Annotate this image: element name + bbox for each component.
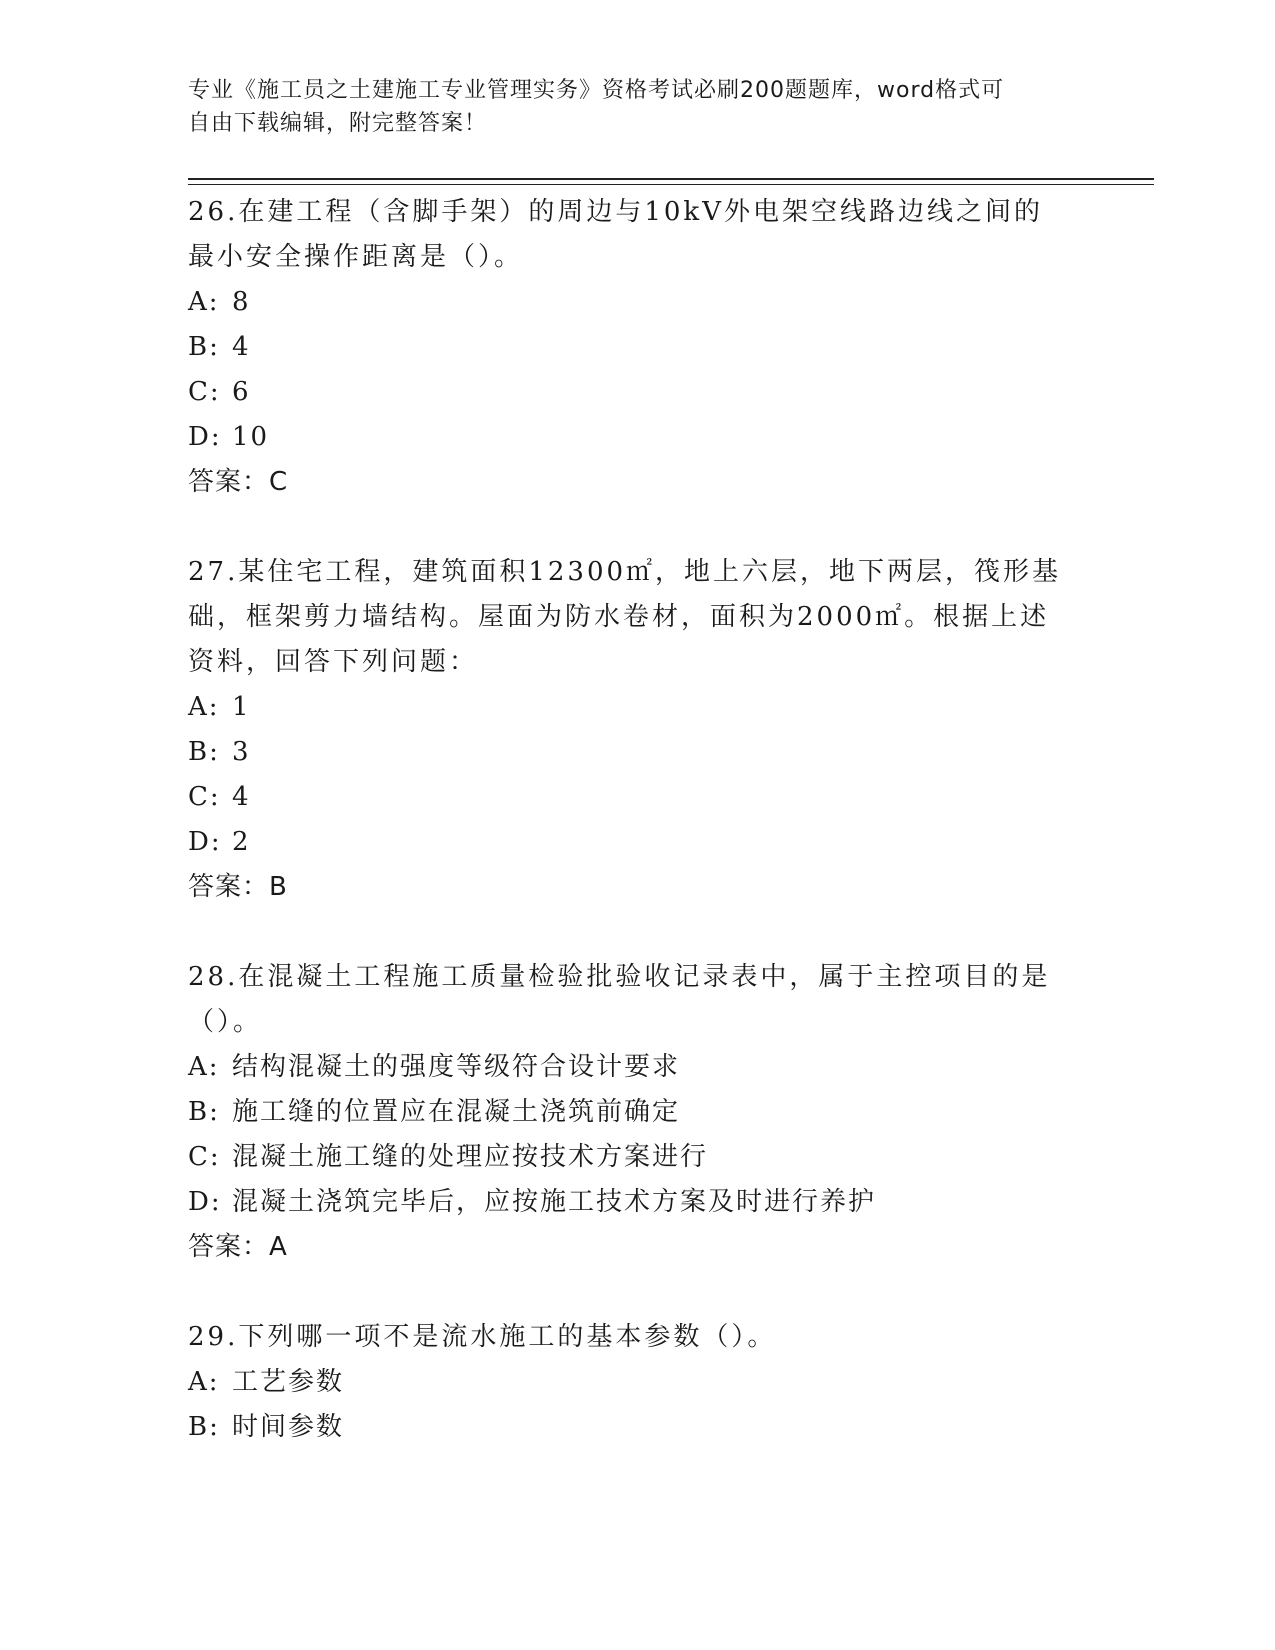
option-value: 3 [232,737,251,767]
option-value: 混凝土施工缝的处理应按技术方案进行 [232,1142,709,1172]
option-key: B: [188,737,220,767]
option-value: 1 [232,692,251,722]
option-value: 工艺参数 [232,1367,345,1397]
option-key: C: [188,782,221,812]
question-text: 27.某住宅工程，建筑面积12300㎡，地上六层，地下两层，筏形基础，框架剪力墙结构。屋面为防水卷材，面积为2000㎡。根据上述资料，回答下列问题： [188,557,1062,677]
option-value: 8 [232,287,251,317]
answer-label: 答案：B [188,872,288,902]
question-text: 28.在混凝土工程施工质量检验批验收记录表中，属于主控项目的是（）。 [188,962,1051,1037]
option-key: B: [188,1412,220,1442]
option-c [188,775,1068,820]
option-key: D: [188,827,222,857]
option-c [188,370,1068,415]
question-27 [188,550,1068,910]
option-a [188,1360,1068,1405]
option-d [188,415,1068,460]
answer-label: 答案：A [188,1232,288,1262]
option-b [188,730,1068,775]
option-value: 时间参数 [232,1412,345,1442]
option-value: 6 [232,377,251,407]
option-d [188,820,1068,865]
option-key: D: [188,422,222,452]
option-value: 结构混凝土的强度等级符合设计要求 [232,1052,681,1082]
option-key: A: [188,287,220,317]
option-key: B: [188,1097,220,1127]
option-b [188,1090,1068,1135]
answer-label: 答案：C [188,467,289,497]
question-29 [188,1315,1068,1450]
option-value: 混凝土浇筑完毕后，应按施工技术方案及时进行养护 [232,1187,877,1217]
question-26 [188,190,1068,505]
option-a [188,280,1068,325]
option-key: B: [188,332,220,362]
question-list [188,190,1068,1450]
option-key: C: [188,1142,221,1172]
question-text: 26.在建工程（含脚手架）的周边与10kV外电架空线路边线之间的最小安全操作距离是（）。 [188,197,1043,272]
option-value: 4 [232,782,251,812]
option-value: 10 [232,422,270,452]
option-key: A: [188,1367,220,1397]
option-key: A: [188,1052,220,1082]
option-key: A: [188,692,220,722]
option-c [188,1135,1068,1180]
header-line-1: 专业《施工员之土建施工专业管理实务》资格考试必刷200题题库，word格式可 [188,78,1005,103]
option-value: 4 [232,332,251,362]
header-divider-thin [188,184,1154,185]
option-value: 施工缝的位置应在混凝土浇筑前确定 [232,1097,681,1127]
option-b [188,325,1068,370]
header-line-2: 自由下载编辑，附完整答案！ [188,111,488,136]
option-a [188,685,1068,730]
question-text: 29.下列哪一项不是流水施工的基本参数（）。 [188,1322,777,1352]
option-a [188,1045,1068,1090]
option-value: 2 [232,827,251,857]
option-key: D: [188,1187,222,1217]
document-header [188,74,1068,140]
option-key: C: [188,377,221,407]
question-28 [188,955,1068,1270]
header-divider-thick [188,178,1154,180]
option-d [188,1180,1068,1225]
option-b [188,1405,1068,1450]
